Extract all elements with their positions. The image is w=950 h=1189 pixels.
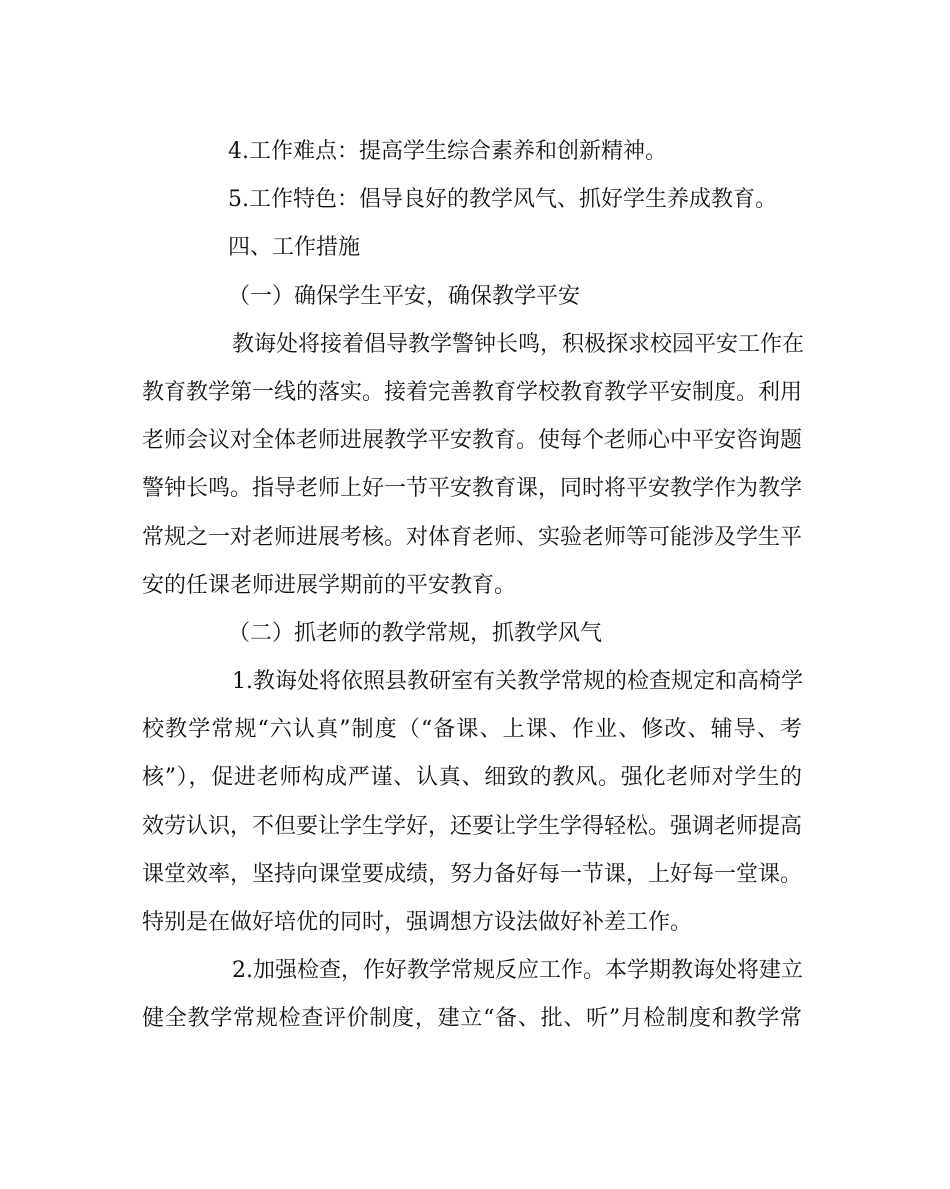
spacer xyxy=(142,605,802,615)
spacer xyxy=(142,749,802,759)
spacer xyxy=(142,846,802,856)
spacer xyxy=(142,219,802,229)
paragraph-line: 2.加强检查，作好教学常规反应工作。本学期教诲处将建立 xyxy=(232,958,803,984)
spacer xyxy=(142,653,802,663)
spacer xyxy=(142,316,802,326)
paragraph-line: 老师会议对全体老师进展教学平安教育。使每个老师心中平安咨询题 xyxy=(142,428,803,454)
paragraph-line: 校教学常规“六认真”制度（“备课、上课、作业、修改、辅导、考 xyxy=(142,717,802,743)
section-heading-measures: 四、工作措施 xyxy=(228,235,361,261)
subsection-heading-safety: （一）确保学生平安，确保教学平安 xyxy=(228,283,581,309)
paragraph-line: 1.教诲处将依照县教研室有关教学常规的检查规定和高椅学 xyxy=(232,669,803,695)
spacer xyxy=(142,171,802,181)
spacer xyxy=(142,894,802,904)
spacer xyxy=(142,798,802,808)
paragraph-line: 效劳认识，不但要让学生学好，还要让学生学得轻松。强调老师提高 xyxy=(142,813,803,839)
spacer xyxy=(142,942,802,952)
paragraph-line: 警钟长鸣。指导老师上好一节平安教育课，同时将平安教学作为教学 xyxy=(142,476,803,502)
subsection-heading-teaching-routine: （二）抓老师的教学常规，抓教学风气 xyxy=(228,620,603,646)
paragraph-line: 安的任课老师进展学期前的平安教育。 xyxy=(142,572,517,598)
paragraph-line: 教诲处将接着倡导教学警钟长鸣，积极探求校园平安工作在 xyxy=(232,331,805,357)
paragraph-line: 教育教学第一线的落实。接着完善教育学校教育教学平安制度。利用 xyxy=(142,379,803,405)
spacer xyxy=(142,701,802,711)
spacer xyxy=(142,509,802,519)
spacer xyxy=(142,364,802,374)
text-line-work-feature: 5.工作特色：倡导良好的教学风气、抓好学生养成教育。 xyxy=(228,187,777,213)
spacer xyxy=(142,557,802,567)
spacer xyxy=(142,268,802,278)
text-line-work-difficulty: 4.工作难点：提高学生综合素养和创新精神。 xyxy=(228,139,667,164)
spacer xyxy=(142,412,802,422)
paragraph-line: 课堂效率，坚持向课堂要成绩，努力备好每一节课，上好每一堂课。 xyxy=(142,861,803,887)
paragraph-line: 健全教学常规检查评价制度，建立“备、批、听”月检制度和教学常 xyxy=(142,1006,802,1032)
paragraph-line: 常规之一对老师进展考核。对体育老师、实验老师等可能涉及学生平 xyxy=(142,524,803,550)
spacer xyxy=(142,460,802,470)
document-body xyxy=(142,133,805,1039)
spacer xyxy=(142,990,802,1000)
paragraph-line: 核”），促进老师构成严谨、认真、细致的教风。强化老师对学生的 xyxy=(142,765,802,791)
paragraph-line: 特别是在做好培优的同时，强调想方设法做好补差工作。 xyxy=(142,910,693,935)
